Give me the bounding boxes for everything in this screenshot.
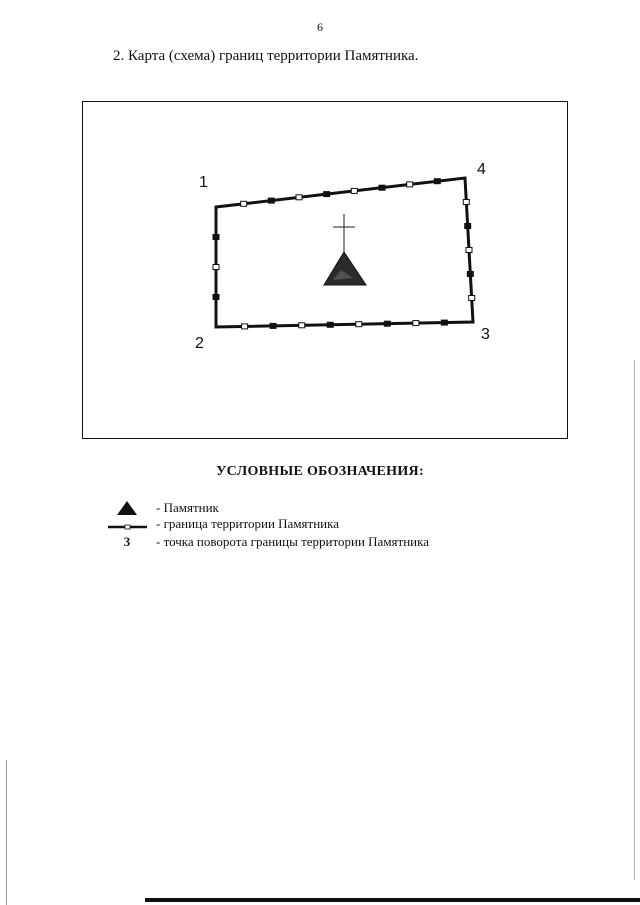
boundary-marker [384,321,390,326]
boundary-marker [441,320,447,325]
scan-edge-left [6,760,7,905]
boundary-marker [467,272,473,277]
boundary-marker [434,179,440,184]
corner-label-3: 3 [481,326,490,343]
boundary-marker [213,295,219,300]
turn-point-number: 3 [123,534,131,549]
boundary-marker [463,200,469,205]
corner-label-4: 4 [477,161,486,178]
boundary-marker [296,195,302,200]
boundary-marker [242,324,248,329]
scan-edge-right [634,360,635,880]
boundary-marker [213,235,219,240]
corner-label-1: 1 [199,174,208,191]
boundary-marker [465,224,471,229]
boundary-marker [324,192,330,197]
map-frame [82,101,568,439]
boundary-marker [270,323,276,328]
legend-text-boundary: - граница территории Памятника [156,516,340,531]
boundary-marker [469,296,475,301]
boundary-marker [268,198,274,203]
legend-text-monument: - Памятник [156,500,219,515]
legend-text-turn-point: - точка поворота границы территории Памятника [156,534,430,549]
boundary-marker [466,248,472,253]
boundary-marker [413,321,419,326]
corner-label-2: 2 [195,335,204,352]
page-number: 6 [317,20,323,34]
legend-title: УСЛОВНЫЕ ОБОЗНАЧЕНИЯ: [216,464,424,479]
boundary-marker [379,185,385,190]
boundary-map [83,102,567,438]
dashed-line-icon [98,516,156,532]
boundary-marker [407,182,413,187]
monument-triangle-icon [324,252,366,285]
boundary-marker [351,188,357,193]
page-heading: 2. Карта (схема) границ территории Памятника. [113,48,419,64]
scan-edge-bottom [145,898,640,902]
boundary-marker [213,265,219,270]
boundary-marker [299,323,305,328]
boundary-marker [241,201,247,206]
triangle-icon [98,500,156,516]
boundary-marker [356,322,362,327]
boundary-marker [327,322,333,327]
